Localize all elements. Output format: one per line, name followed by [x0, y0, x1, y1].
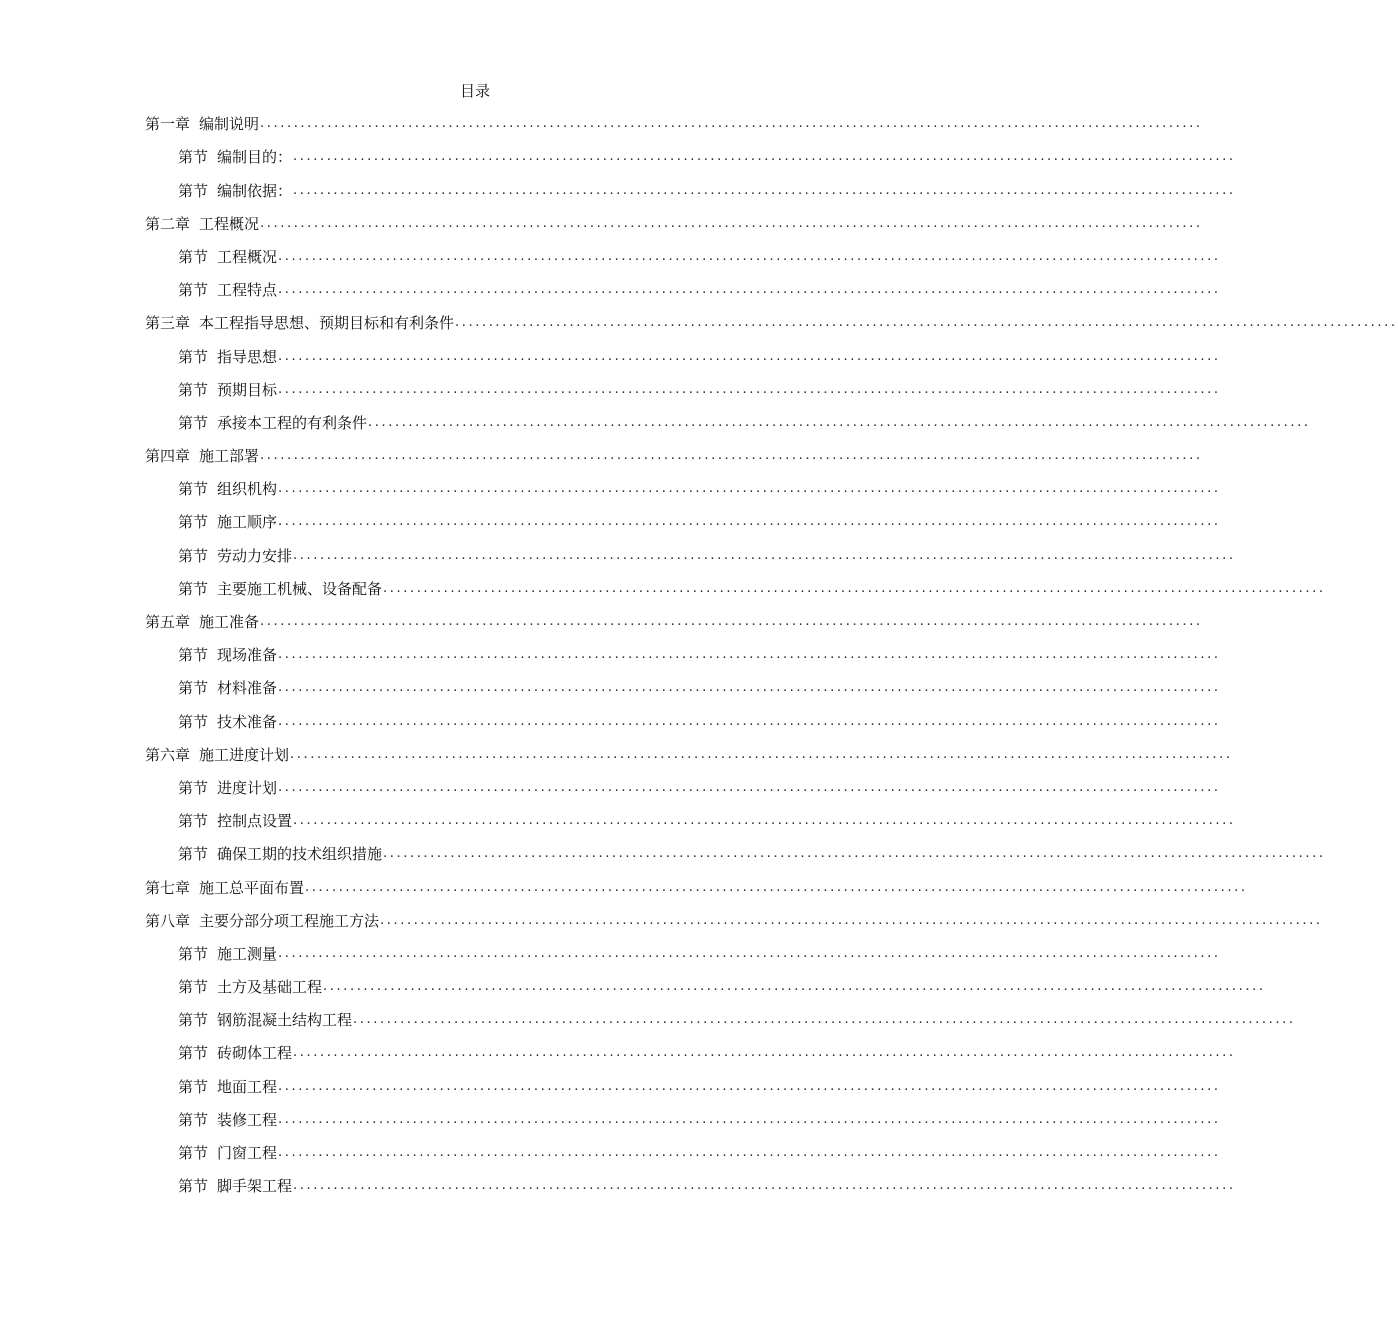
toc-section-entry[interactable]	[0, 469, 1221, 502]
toc-section-entry[interactable]	[0, 801, 1236, 834]
toc-dot-leader: ............................................................................................................................................	[260, 116, 1203, 132]
toc-entry-title: 进度计划	[217, 778, 278, 797]
toc-entry-title: 工程概况	[217, 247, 278, 266]
toc-section-entry[interactable]	[0, 1066, 1221, 1099]
toc-entry-title: 控制点设置	[217, 812, 293, 831]
toc-dot-leader: ............................................................................................................................................	[278, 713, 1221, 729]
toc-entry-title: 施工准备	[199, 613, 260, 631]
toc-entry-title: 编制依据：	[217, 181, 293, 200]
toc-title: 目录	[459, 82, 490, 100]
toc-entry-title: 主要分部分项工程施工方法	[199, 911, 380, 930]
toc-entry-label: 第节	[178, 181, 209, 200]
toc-section-entry[interactable]	[0, 668, 1221, 701]
toc-dot-leader: ............................................................................................................................................	[278, 381, 1221, 397]
toc-entry-label: 第节	[178, 978, 209, 997]
toc-entry-label: 第节	[178, 1011, 209, 1030]
toc-dot-leader: ............................................................................................................................................	[383, 580, 1326, 596]
toc-chapter-entry[interactable]	[0, 204, 1203, 237]
toc-section-entry[interactable]	[0, 502, 1221, 535]
toc-section-entry[interactable]	[0, 1166, 1236, 1199]
toc-entry-label: 第节	[178, 1110, 209, 1129]
toc-entry-title: 施工测量	[217, 944, 278, 963]
toc-entry-label: 第节	[178, 944, 209, 963]
toc-entry-title: 确保工期的技术组织措施	[217, 845, 383, 864]
toc-entry-title: 编制说明	[199, 115, 260, 134]
toc-entry-title: 材料准备	[217, 679, 278, 698]
toc-section-entry[interactable]	[0, 370, 1221, 403]
toc-section-entry[interactable]	[0, 270, 1221, 303]
toc-dot-leader: ............................................................................................................................................	[278, 945, 1221, 961]
toc-entry-label: 第节	[178, 845, 209, 864]
toc-section-entry[interactable]	[0, 170, 1236, 203]
toc-entry-title: 本工程指导思想、预期目标和有利条件	[199, 314, 455, 333]
toc-entry-label: 第五章	[145, 613, 191, 631]
toc-dot-leader: ............................................................................................................................................	[293, 149, 1236, 165]
toc-section-entry[interactable]	[0, 1000, 1296, 1033]
toc-entry-label: 第三章	[145, 314, 191, 333]
toc-dot-leader: ............................................................................................................................................	[293, 547, 1236, 563]
toc-dot-leader: ............................................................................................................................................	[278, 248, 1221, 264]
toc-chapter-entry[interactable]	[0, 602, 1203, 635]
toc-entry-title: 指导思想	[217, 347, 278, 366]
toc-section-entry[interactable]	[0, 635, 1221, 668]
toc-entry-label: 第七章	[145, 878, 191, 897]
toc-entry-title: 土方及基础工程	[217, 978, 323, 997]
toc-entry-title: 门窗工程	[217, 1144, 278, 1162]
toc-entry-label: 第节	[178, 646, 209, 665]
toc-entry-title: 施工进度计划	[199, 745, 290, 764]
toc-entry-title: 装修工程	[217, 1110, 278, 1129]
toc-entry-title: 砖砌体工程	[217, 1044, 293, 1063]
toc-entry-label: 第节	[178, 347, 209, 366]
toc-entry-label: 第节	[178, 546, 209, 565]
toc-dot-leader: ............................................................................................................................................	[290, 746, 1233, 762]
toc-entry-label: 第节	[178, 1077, 209, 1096]
toc-dot-leader: ............................................................................................................................................	[323, 979, 1266, 995]
toc-dot-leader: ............................................................................................................................................	[278, 1111, 1221, 1127]
toc-entry-label: 第节	[178, 778, 209, 797]
toc-chapter-entry[interactable]	[0, 901, 1323, 934]
toc-section-entry[interactable]	[0, 535, 1236, 568]
toc-entry-label: 第八章	[145, 911, 191, 930]
toc-dot-leader: ............................................................................................................................................	[278, 647, 1221, 663]
toc-chapter-entry[interactable]	[0, 867, 1248, 900]
toc-section-entry[interactable]	[0, 336, 1221, 369]
toc-dot-leader: ............................................................................................................................................	[353, 1012, 1296, 1028]
toc-entry-label: 第节	[178, 812, 209, 831]
toc-dot-leader: ............................................................................................................................................	[278, 481, 1221, 497]
toc-section-entry[interactable]	[0, 1100, 1221, 1133]
toc-section-entry[interactable]	[0, 1133, 1221, 1166]
toc-section-entry[interactable]	[0, 237, 1221, 270]
toc-entry-label: 第四章	[145, 447, 191, 466]
toc-entry-label: 第二章	[145, 214, 191, 233]
toc-entry-label: 第节	[178, 247, 209, 266]
toc-section-entry[interactable]	[0, 834, 1326, 867]
toc-entry-label: 第节	[178, 480, 209, 499]
toc-chapter-entry[interactable]	[0, 436, 1203, 469]
toc-entry-title: 主要施工机械、设备配备	[217, 579, 383, 598]
toc-entry-title: 地面工程	[217, 1077, 278, 1096]
toc-entry-label: 第节	[178, 380, 209, 399]
toc-dot-leader: ............................................................................................................................................	[305, 879, 1248, 895]
toc-dot-leader: ............................................................................................................................................	[278, 680, 1221, 696]
toc-dot-leader: ............................................................................................................................................	[278, 514, 1221, 530]
toc-dot-leader: ............................................................................................................................................	[293, 1178, 1236, 1194]
toc-dot-leader: ............................................................................................................................................	[278, 282, 1221, 298]
toc-entry-title: 编制目的：	[217, 148, 293, 167]
toc-dot-leader: ............................................................................................................................................	[293, 182, 1236, 198]
toc-dot-leader: ............................................................................................................................................	[260, 614, 1203, 629]
toc-entry-title: 现场准备	[217, 646, 278, 665]
toc-entry-title: 承接本工程的有利条件	[217, 413, 368, 432]
toc-entry-label: 第节	[178, 679, 209, 698]
toc-section-entry[interactable]	[0, 1033, 1236, 1066]
toc-section-entry[interactable]	[0, 569, 1326, 602]
toc-entry-title: 工程特点	[217, 281, 278, 300]
toc-entry-title: 预期目标	[217, 380, 278, 399]
toc-dot-leader: ............................................................................................................................................	[278, 1078, 1221, 1094]
toc-dot-leader: ............................................................................................................................................	[455, 315, 1398, 331]
toc-entry-title: 钢筋混凝土结构工程	[217, 1011, 353, 1030]
toc-entry-title: 劳动力安排	[217, 546, 293, 565]
toc-dot-leader: ............................................................................................................................................	[260, 448, 1203, 464]
toc-section-entry[interactable]	[0, 768, 1221, 801]
toc-entry-label: 第六章	[145, 745, 191, 764]
toc-entry-label: 第节	[178, 148, 209, 167]
toc-section-entry[interactable]	[0, 701, 1221, 734]
toc-entry-title: 脚手架工程	[217, 1177, 293, 1196]
toc-dot-leader: ............................................................................................................................................	[278, 348, 1221, 364]
toc-entry-label: 第节	[178, 1177, 209, 1196]
toc-entry-title: 技术准备	[217, 712, 278, 731]
toc-dot-leader: ............................................................................................................................................	[260, 215, 1203, 231]
toc-section-entry[interactable]	[0, 403, 1311, 436]
toc-list	[0, 104, 1398, 1199]
toc-entry-label: 第节	[178, 1044, 209, 1063]
toc-entry-title: 工程概况	[199, 214, 260, 233]
toc-section-entry[interactable]	[0, 934, 1221, 967]
toc-dot-leader: ............................................................................................................................................	[278, 1145, 1221, 1160]
toc-entry-title: 施工顺序	[217, 513, 278, 532]
toc-dot-leader: ............................................................................................................................................	[383, 846, 1326, 862]
toc-dot-leader: ............................................................................................................................................	[278, 779, 1221, 795]
toc-entry-title: 施工部署	[199, 447, 260, 466]
toc-entry-label: 第一章	[145, 115, 191, 134]
toc-entry-label: 第节	[178, 1144, 209, 1162]
toc-dot-leader: ............................................................................................................................................	[293, 1045, 1236, 1061]
toc-dot-leader: ............................................................................................................................................	[293, 813, 1236, 829]
toc-entry-title: 组织机构	[217, 480, 278, 499]
toc-section-entry[interactable]	[0, 967, 1266, 1000]
toc-chapter-entry[interactable]	[0, 104, 1203, 137]
toc-entry-label: 第节	[178, 513, 209, 532]
toc-entry-label: 第节	[178, 413, 209, 432]
toc-dot-leader: ............................................................................................................................................	[380, 912, 1323, 928]
toc-entry-label: 第节	[178, 281, 209, 300]
toc-dot-leader: ............................................................................................................................................	[368, 414, 1311, 430]
toc-chapter-entry[interactable]	[0, 303, 1398, 336]
toc-entry-label: 第节	[178, 579, 209, 598]
toc-chapter-entry[interactable]	[0, 735, 1233, 768]
toc-entry-title: 施工总平面布置	[199, 878, 305, 897]
toc-section-entry[interactable]	[0, 137, 1236, 170]
toc-entry-label: 第节	[178, 712, 209, 731]
